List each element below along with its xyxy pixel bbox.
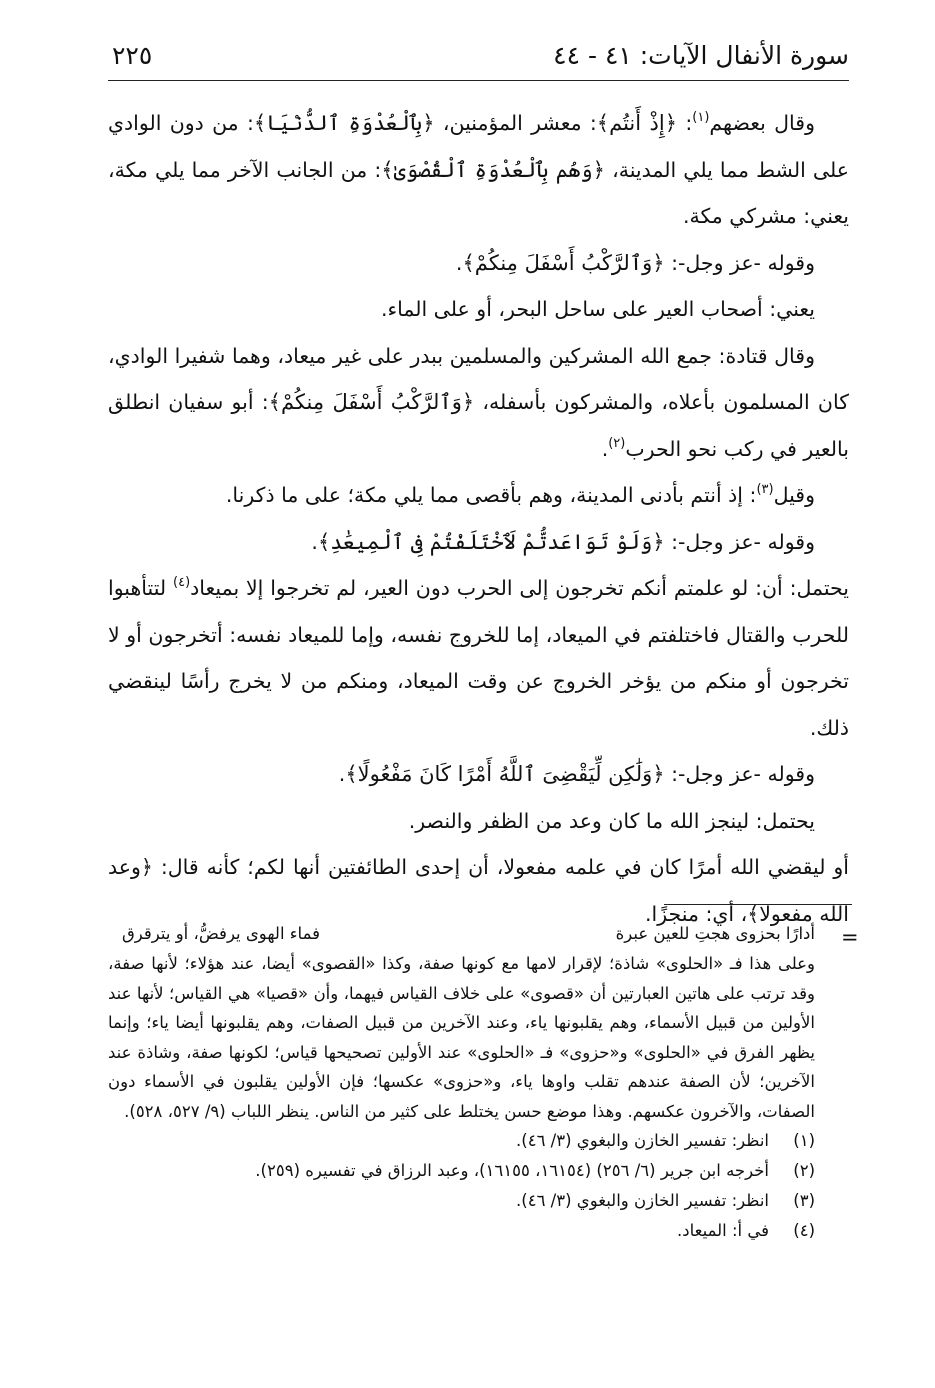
main-text bbox=[108, 100, 849, 937]
paragraph-4 bbox=[108, 333, 849, 473]
footnote-number: (١) bbox=[793, 1131, 815, 1150]
quran-quote: ﴿إِذْ أَنتُم﴾ bbox=[596, 111, 678, 135]
quran-quote: ﴿وَلَٰكِن لِّيَقْضِىَ ٱللَّهُ أَمْرًا كَانَ مَفْعُولًا﴾ bbox=[345, 762, 665, 786]
page-number: ٢٢٥ bbox=[112, 41, 153, 70]
quran-quote: ﴿بِٱلْعُدْوَةِ ٱلدُّنْيَا﴾ bbox=[253, 111, 435, 135]
quran-quote: ﴿وَٱلرَّكْبُ أَسْفَلَ مِنكُمْ﴾ bbox=[268, 390, 475, 414]
footnote-ref-3[interactable]: (٣) bbox=[756, 482, 774, 497]
footnote-number: (٤) bbox=[793, 1221, 815, 1240]
quran-quote: ﴿وَٱلرَّكْبُ أَسْفَلَ مِنكُمْ﴾ bbox=[462, 250, 665, 275]
text-run: : إذ أنتم بأدنى المدينة، وهم بأقصى مما يلي مكة؛ على ما ذكرنا. bbox=[225, 483, 757, 507]
text-run: . bbox=[455, 250, 463, 275]
text-run: لتتأهبوا للحرب والقتال فاختلفتم في الميعاد، إما للخروج نفسه، وإما للميعاد نفسه: أتخرجون أو لا تخرجون أو منكم من يؤخر الخروج عن وقت الميعاد، ومنكم من لا يخرج رأسًا لينقضي ذلك. bbox=[108, 576, 849, 740]
paragraph-1 bbox=[108, 100, 849, 240]
poem-verse bbox=[108, 919, 849, 949]
footnote-separator bbox=[664, 904, 852, 905]
text-run: وقيل bbox=[773, 483, 815, 507]
footnote-number: (٢) bbox=[793, 1161, 815, 1180]
footnote-item-3 bbox=[108, 1186, 815, 1216]
quran-quote: ﴿وَهُم بِٱلْعُدْوَةِ ٱلْقُصْوَىٰ﴾ bbox=[381, 157, 605, 182]
text-run: وقوله -عز وجل-: bbox=[664, 250, 815, 275]
text-run: . bbox=[311, 529, 318, 554]
paragraph-3: يعني: أصحاب العير على ساحل البحر، أو على الماء. bbox=[380, 297, 815, 321]
paragraph-5 bbox=[108, 472, 849, 519]
text-run: : bbox=[677, 111, 693, 135]
footnote-number: (٣) bbox=[793, 1191, 815, 1210]
paragraph-6 bbox=[108, 519, 849, 566]
footnote-text: في أ: الميعاد. bbox=[677, 1221, 769, 1240]
footnote-ref-2[interactable]: (٢) bbox=[608, 435, 626, 451]
text-run: وقوله -عز وجل-: bbox=[664, 762, 815, 786]
text-run: : معشر المؤمنين، bbox=[434, 111, 597, 135]
paragraph-10: أو ليقضي الله أمرًا كان في علمه مفعولا، أن إحدى الطائفتين أنها لكم؛ كأنه قال: ﴿وعد الله مفعولا﴾، أي: منجزًا. bbox=[108, 855, 849, 926]
text-run: : من الجانب الآخر مما يلي مكة، يعني: مشركي مكة. bbox=[108, 157, 849, 228]
paragraph-8 bbox=[108, 751, 849, 798]
text-run: . bbox=[601, 436, 609, 461]
text-run: : من دون الوادي على الشط مما يلي المدينة، bbox=[108, 111, 849, 182]
poem-hemistich-right: أدارًا بحزوى هجتِ للعين عبرة bbox=[615, 924, 815, 943]
text-run: . bbox=[338, 762, 346, 786]
footnote-text: أخرجه ابن جرير (٦/ ٢٥٦) (١٦١٥٤، ١٦١٥٥)، وعبد الرزاق في تفسيره (٢٥٩). bbox=[255, 1161, 769, 1180]
quran-quote: ﴿وَلَوْ تَوَاعَدتُّمْ لَٱخْتَلَفْتُمْ فِى ٱلْمِيعَٰدِ﴾ bbox=[317, 529, 665, 554]
footnote-item-2 bbox=[108, 1156, 815, 1186]
poem-hemistich-left: فماء الهوى يرفضُّ، أو يترقرق bbox=[122, 924, 320, 943]
footnote-item-1 bbox=[108, 1126, 815, 1156]
text-run: وقوله -عز وجل-: bbox=[664, 529, 815, 554]
text-run: يحتمل: أن: لو علمتم أنكم تخرجون إلى الحرب دون العير، لم تخرجوا إلا بميعاد bbox=[190, 576, 849, 600]
footnote-text: انظر: تفسير الخازن والبغوي (٣/ ٤٦). bbox=[516, 1191, 769, 1210]
running-title: سورة الأنفال الآيات: ٤١ - ٤٤ bbox=[553, 41, 849, 70]
text-run: وقال قتادة: جمع الله المشركين والمسلمين ببدر على غير ميعاد، وهما شفيرا الوادي، كان المسلمون بأعلاه، والمشركون بأسفله، bbox=[108, 343, 849, 414]
footnote-text: انظر: تفسير الخازن والبغوي (٣/ ٤٦). bbox=[516, 1131, 769, 1150]
footnote-item-4 bbox=[108, 1216, 815, 1246]
footnote-ref-4[interactable]: (٤) bbox=[173, 575, 191, 590]
paragraph-2 bbox=[108, 240, 849, 287]
text-run: وقال بعضهم bbox=[709, 111, 815, 135]
footnote-list bbox=[108, 1126, 849, 1246]
footnote-continuation-text: وعلى هذا فـ «الحلوى» شاذة؛ لإقرار لامها مع كونها صفة، وكذا «القصوى» أيضا، عند هؤلاء؛ لأنها صفة، وقد ترتب على هاتين العبارتين أن «قصوى» على خلاف القياس فيهما، وأن «قصيا» هي القياس؛ لأنها عند الأولين من قبيل الأسماء، وهم يقلبونها ياء، وعند الآخرين من قبيل الصفات، وهم يقلبونها أيضا ياء؛ وإنما يظهر الفرق في «الحلوى» و«حزوى» فـ «الحلوى» عند الأولين تصحيحها قياس؛ لكونها صفة، وشاذة عند الآخرين؛ لأن الصفة عندهم تقلب واوها ياء، و«حزوى» عكسها؛ فإن الأولين يقلبون في الأسماء دون الصفات، والآخرون عكسهم. وهذا موضع حسن يختلط على كثير من الناس. ينظر اللباب (٩/ ٥٢٧، ٥٢٨). bbox=[108, 954, 815, 1121]
text-run: : أبو سفيان انطلق بالعير في ركب نحو الحرب bbox=[108, 390, 849, 461]
paragraph-9: يحتمل: لينجز الله ما كان وعد من الظفر والنصر. bbox=[408, 808, 815, 833]
footnotes bbox=[108, 919, 849, 1246]
page-header bbox=[108, 36, 849, 81]
paragraph-7 bbox=[108, 565, 849, 751]
footnote-continuation-mark: = bbox=[841, 925, 859, 949]
footnote-ref-1[interactable]: (١) bbox=[692, 110, 710, 125]
